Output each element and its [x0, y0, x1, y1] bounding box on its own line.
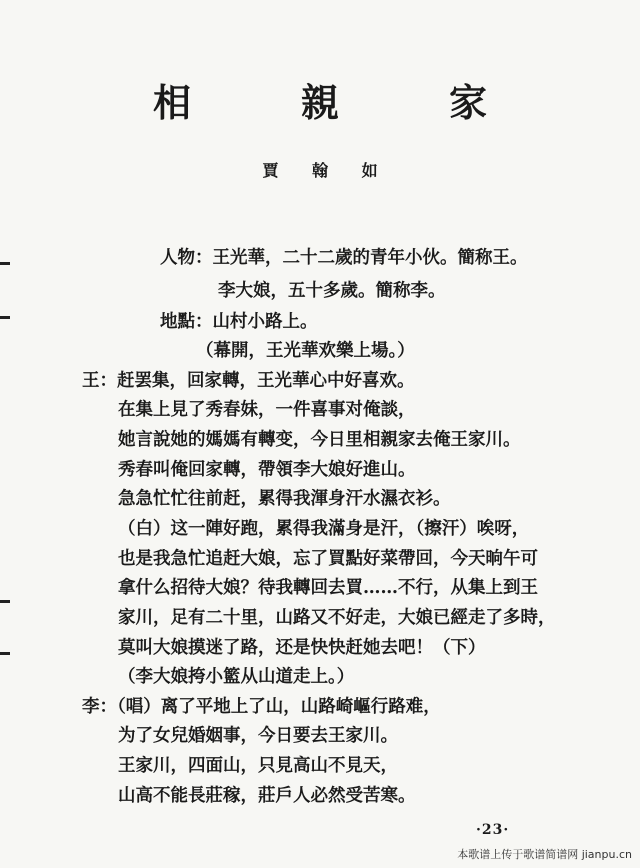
script-line: 王：赶罢集，回家轉，王光華心中好喜欢。 — [82, 371, 415, 391]
script-line: 王家川，四面山，只見高山不見天， — [118, 756, 398, 776]
margin-mark — [0, 262, 10, 265]
script-line: 莫叫大娘摸迷了路，还是快快赶她去吧！（下） — [118, 638, 486, 658]
script-line: 李：（唱）离了平地上了山，山路崎嶇行路难， — [82, 697, 441, 717]
script-line: 急急忙忙往前赶，累得我渾身汗水濕衣衫。 — [118, 489, 451, 509]
script-line: 地點：山村小路上。 — [160, 312, 318, 332]
page-number: ·23· — [476, 822, 510, 838]
script-line: 她言說她的媽媽有轉变，今日里相親家去俺王家川。 — [118, 430, 521, 450]
script-line: （白）这一陣好跑，累得我滿身是汗，（擦汗）唉呀， — [118, 519, 530, 539]
script-line: 拿什么招待大娘？待我轉回去買……不行，从集上到王 — [118, 578, 538, 598]
author-name: 賈 翰 如 — [262, 161, 392, 180]
page-title: 相 親 家 — [152, 80, 523, 125]
script-line: 秀春叫俺回家轉，帶領李大娘好進山。 — [118, 460, 416, 480]
margin-mark — [0, 600, 10, 603]
script-line: （李大娘挎小籃从山道走上。） — [118, 667, 355, 687]
script-line: 在集上見了秀春妹，一件喜事对俺談， — [118, 400, 416, 420]
script-line: （幕開，王光華欢樂上場。） — [196, 341, 415, 361]
script-line: 人物：王光華，二十二歲的青年小伙。簡称王。 — [160, 248, 528, 268]
script-line: 为了女兒婚姻事，今日要去王家川。 — [118, 726, 398, 746]
script-line: 李大娘，五十多歲。簡称李。 — [218, 281, 446, 301]
script-line: 家川，足有二十里，山路又不好走，大娘已經走了多時， — [118, 608, 556, 628]
script-line: 山高不能長莊稼，莊戶人必然受苦寒。 — [118, 786, 416, 806]
script-line: 也是我急忙追赶大娘，忘了買點好菜帶回，今天晌午可 — [118, 549, 538, 569]
margin-mark — [0, 316, 10, 319]
margin-mark — [0, 652, 10, 655]
watermark: 本歌谱上传于歌谱简谱网 jianpu.cn — [457, 848, 632, 861]
